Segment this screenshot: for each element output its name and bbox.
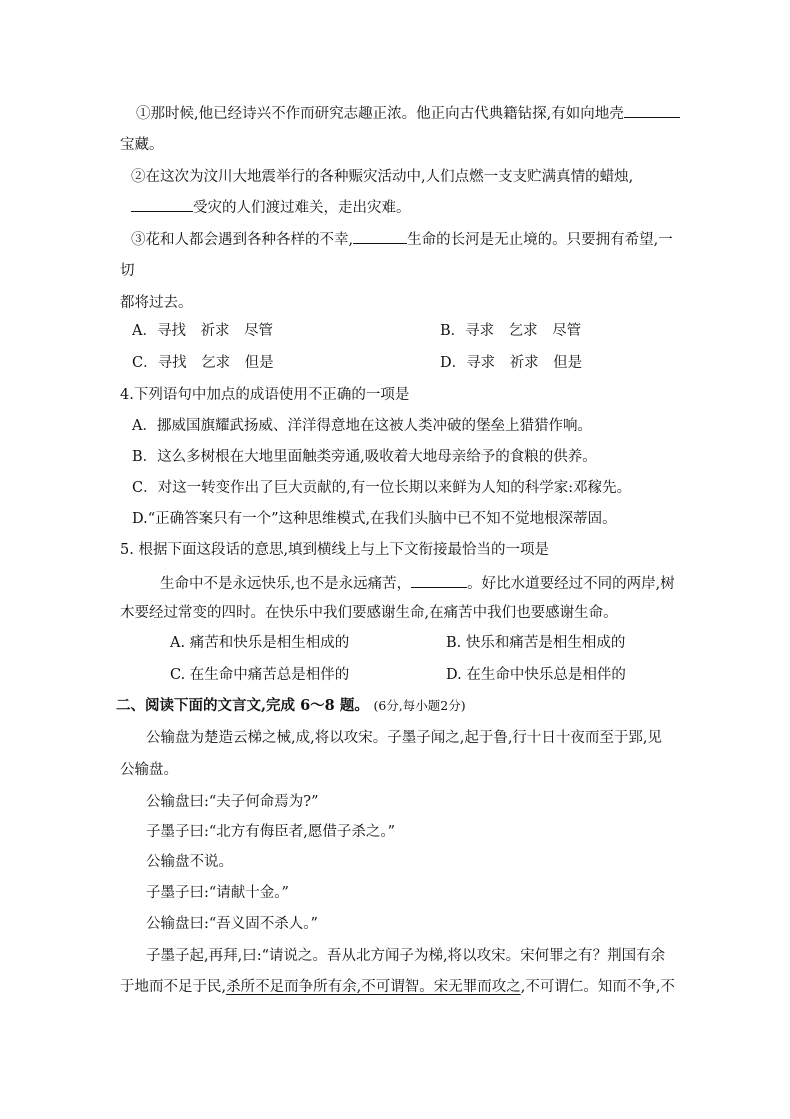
q3-blank-2 [131, 197, 193, 212]
q3-blank-3 [353, 229, 407, 244]
passage-line-9-text-a: 于地而不足于民, [120, 979, 227, 995]
section-2-title: 二、阅读下面的文言文,完成 6～8 题。 [116, 697, 369, 714]
q4-option-a: A．挪威国旗耀武扬威、洋洋得意地在这被人类冲破的堡垒上猎猎作响。 [132, 418, 592, 434]
q3-option-c: C．寻找 乞求 但是 [132, 355, 274, 371]
q3-sentence3-line1 [131, 229, 673, 250]
q5-passage-line1 [160, 573, 675, 594]
passage-line-6: 子墨子曰:“请献十金。” [146, 885, 289, 901]
q5-blank [411, 573, 467, 588]
q4-option-d: D.“正确答案只有一个”这种思维模式,在我们头脑中已不知不觉地根深蒂固。 [132, 511, 617, 527]
passage-line-5: 公输盘不说。 [146, 854, 233, 870]
passage-line-1: 公输盘为楚造云梯之械,成,将以攻宋。子墨子闻之,起于鲁,行十日十夜而至于郢,见 [146, 730, 663, 746]
section-2-heading [116, 696, 466, 716]
q5-passage-line2: 木要经过常变的四时。在快乐中我们要感谢生命,在痛苦中我们也要感谢生命。 [120, 605, 618, 621]
passage-underlined-sentence-1: 杀所不足而争所有余,不可谓智。 [226, 979, 434, 995]
q3-sentence1-line1 [136, 103, 680, 124]
q5-stem: 5. 根据下面这段话的意思,填到横线上与上下文衔接最恰当的一项是 [120, 542, 550, 558]
q3-sentence3-line2: 切 [120, 263, 135, 279]
q5-option-d: D. 在生命中快乐总是相伴的 [446, 667, 626, 683]
section-2-score: (6分,每小题2分) [373, 698, 466, 713]
q3-sentence2-text: 受灾的人们渡过难关，走出灾难。 [193, 200, 411, 216]
q4-option-b: B．这么多树根在大地里面触类旁通,吸收着大地母亲给予的食粮的供养。 [132, 449, 597, 465]
q4-stem: 4.下列语句中加点的成语使用不正确的一项是 [120, 387, 410, 403]
passage-line-2: 公输盘。 [120, 762, 178, 778]
passage-line-8: 子墨子起,再拜,曰:“请说之。吾从北方闻子为梯,将以攻宋。宋何罪之有？荆国有余 [146, 948, 666, 964]
q3-sentence3-line3: 都将过去。 [120, 295, 193, 311]
passage-line-7: 公输盘曰:“吾义固不杀人。” [146, 916, 318, 932]
q3-option-a: A．寻找 祈求 尽管 [132, 323, 273, 339]
q5-passage-text-a: 生命中不是永远快乐,也不是永远痛苦， [160, 576, 412, 592]
q5-option-a: A. 痛苦和快乐是相生相成的 [170, 635, 350, 651]
q4-option-c: C．对这一转变作出了巨大贡献的,有一位长期以来鲜为人知的科学家:邓稼先。 [132, 480, 632, 496]
q3-sentence1-line2: 宝藏。 [120, 137, 164, 153]
q3-sentence3-text-b: 生命的长河是无止境的。只要拥有希望,一 [407, 232, 673, 248]
passage-line-9 [120, 977, 675, 997]
passage-underlined-sentence-2: 宋无罪而攻之 [433, 979, 521, 995]
q5-option-b: B. 快乐和痛苦是相生相成的 [446, 635, 626, 651]
q3-sentence3-text-a: ③花和人都会遇到各种各样的不幸, [131, 232, 354, 248]
q3-option-b: B．寻求 乞求 尽管 [440, 323, 582, 339]
q3-option-d: D．寻求 祈求 但是 [440, 355, 583, 371]
passage-line-4: 子墨子曰:“北方有侮臣者,愿借子杀之。” [146, 824, 396, 840]
q3-sentence2-line2 [131, 197, 411, 218]
q3-blank-1 [624, 103, 680, 118]
q5-passage-text-b: 。好比水道要经过不同的两岸,树 [467, 576, 675, 592]
passage-line-3: 公输盘曰:“夫子何命焉为?” [146, 794, 319, 810]
q5-option-c: C. 在生命中痛苦总是相伴的 [170, 667, 350, 683]
q3-sentence1-text: ①那时候,他已经诗兴不作而研究志趣正浓。他正向古代典籍钻探,有如向地壳 [136, 106, 624, 122]
passage-line-9-text-b: ,不可谓仁。知而不争,不 [520, 979, 675, 995]
q3-sentence2-line1: ②在这次为汶川大地震举行的各种赈灾活动中,人们点燃一支支贮满真情的蜡烛, [131, 169, 634, 185]
